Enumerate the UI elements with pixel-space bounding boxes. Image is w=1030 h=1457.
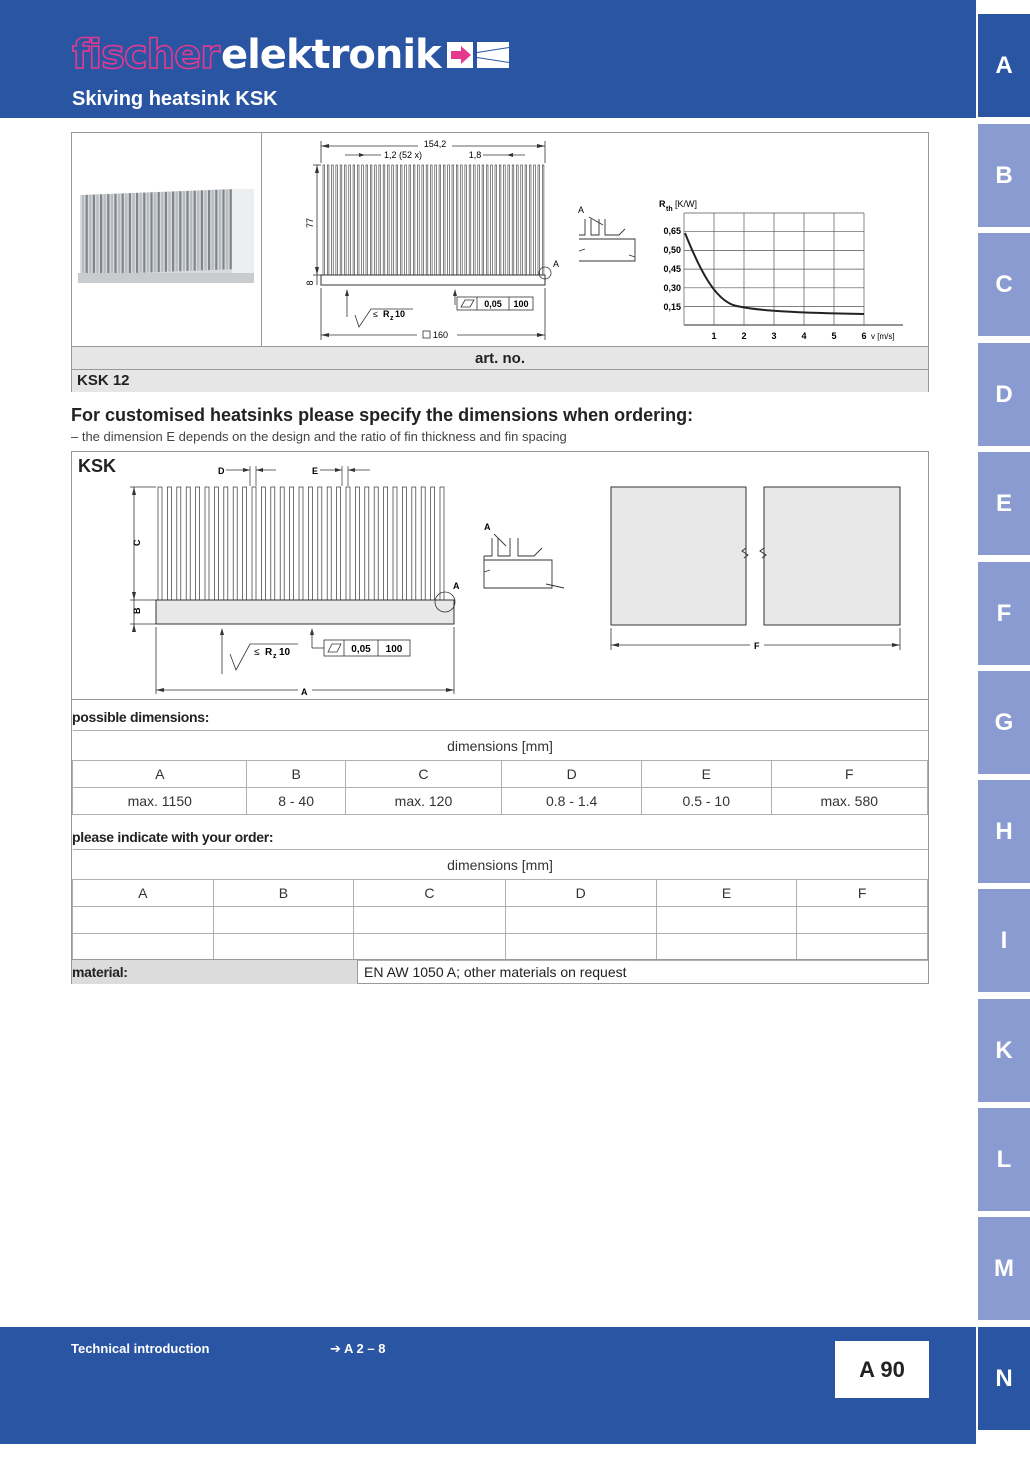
roughness-le-2: ≤ — [254, 647, 260, 658]
tab-f[interactable]: F — [978, 562, 1030, 665]
order-dimensions-table — [72, 849, 928, 961]
order-input-c2[interactable] — [354, 934, 505, 961]
material-row — [72, 959, 928, 984]
possible-col-c: C — [345, 761, 501, 788]
art-no-header: art. no. — [72, 346, 928, 370]
section-tabs — [978, 0, 1030, 1457]
dim-length: 160 — [433, 330, 449, 340]
order-dimensions-label: please indicate with your order: — [72, 829, 274, 845]
flatness-tolerance-2: 0,05 — [351, 644, 371, 655]
rth-chart — [659, 199, 903, 341]
detail-a-marker: A — [553, 259, 560, 269]
dim-fin-gap: 1,8 — [468, 150, 482, 160]
rth-axis-sub: th — [666, 206, 673, 213]
x-tick-2: 3 — [771, 331, 777, 341]
order-input-e2[interactable] — [656, 934, 797, 961]
custom-heatsink-note: – the dimension E depends on the design and the ratio of fin thickness and fin spacing — [71, 429, 567, 444]
y-tick-1: 0,50 — [663, 245, 681, 255]
order-input-c[interactable] — [354, 907, 505, 934]
dim-overall-width: 154,2 — [423, 139, 447, 149]
flatness-tolerance: 0,05 — [484, 299, 502, 309]
flatness-length: 100 — [513, 299, 529, 309]
detail-a-label: A — [578, 205, 585, 215]
rth-curve — [685, 233, 864, 314]
order-input-b2[interactable] — [213, 934, 354, 961]
art-no-ksk12: KSK 12 — [72, 370, 928, 392]
dim-a-label: A — [301, 687, 308, 697]
custom-drawing-svg — [72, 452, 928, 700]
x-tick-4: 5 — [831, 331, 837, 341]
roughness-r-2: R — [265, 647, 273, 658]
product-photo — [72, 133, 262, 346]
order-col-f: F — [797, 880, 928, 907]
possible-val-c: max. 120 — [345, 788, 501, 815]
product-box — [71, 132, 929, 392]
possible-col-a: A — [73, 761, 247, 788]
possible-dimensions-table — [72, 730, 928, 815]
order-col-b: B — [213, 880, 354, 907]
x-axis-unit: v [m/s] — [871, 332, 895, 341]
order-input-f[interactable] — [797, 907, 928, 934]
tab-b[interactable]: B — [978, 124, 1030, 227]
possible-val-d: 0.8 - 1.4 — [502, 788, 642, 815]
possible-col-e: E — [642, 761, 771, 788]
tab-i[interactable]: I — [978, 889, 1030, 992]
possible-val-b: 8 - 40 — [247, 788, 345, 815]
detail-a-view — [579, 217, 635, 261]
y-tick-4: 0,15 — [663, 302, 681, 312]
brand-logo — [72, 34, 511, 76]
rth-axis-label: R — [659, 199, 666, 209]
dim-fin-height: 77 — [305, 217, 315, 229]
footer-page-reference[interactable]: ➔ A 2 – 8 — [330, 1341, 386, 1356]
tab-c[interactable]: C — [978, 233, 1030, 336]
dim-f-label: F — [754, 641, 760, 651]
tab-d[interactable]: D — [978, 343, 1030, 446]
order-input-d2[interactable] — [505, 934, 656, 961]
tab-m[interactable]: M — [978, 1217, 1030, 1320]
x-tick-5: 6 — [861, 331, 867, 341]
tab-a[interactable]: A — [978, 14, 1030, 117]
material-label: material: — [72, 960, 357, 984]
page-header — [0, 0, 976, 118]
x-tick-3: 4 — [801, 331, 807, 341]
tab-k[interactable]: K — [978, 999, 1030, 1102]
order-input-a[interactable] — [73, 907, 214, 934]
custom-box — [71, 451, 929, 984]
possible-val-a: max. 1150 — [73, 788, 247, 815]
roughness-le: ≤ — [373, 309, 378, 319]
material-value: EN AW 1050 A; other materials on request — [357, 960, 627, 984]
roughness-value: 10 — [395, 309, 406, 319]
y-tick-3: 0,30 — [663, 283, 681, 293]
dim-b-label: B — [132, 607, 142, 614]
possible-dimensions-label: possible dimensions: — [72, 709, 210, 725]
page-footer — [0, 1327, 976, 1444]
heatsink-photo-image — [72, 133, 262, 346]
rth-axis-unit: [K/W] — [675, 199, 697, 209]
roughness-sub-2: z — [273, 653, 277, 660]
ksk12-technical-drawing — [263, 133, 929, 346]
possible-col-b: B — [247, 761, 345, 788]
page-title: Skiving heatsink KSK — [72, 88, 278, 110]
dim-c-label: C — [132, 539, 142, 546]
order-col-e: E — [656, 880, 797, 907]
tab-n[interactable]: N — [978, 1327, 1030, 1430]
footer-section-link[interactable]: Technical introduction — [71, 1341, 210, 1356]
custom-fin-array — [158, 487, 444, 600]
x-tick-1: 2 — [741, 331, 747, 341]
order-input-e[interactable] — [656, 907, 797, 934]
roughness-sub: z — [390, 315, 394, 322]
custom-heatsink-title: For customised heatsinks please specify the dimensions when ordering: — [71, 405, 694, 425]
possible-val-f: max. 580 — [771, 788, 928, 815]
possible-col-f: F — [771, 761, 928, 788]
possible-val-e: 0.5 - 10 — [642, 788, 771, 815]
possible-table-header: dimensions [mm] — [73, 731, 928, 761]
ksk-drawing-label: KSK — [78, 456, 117, 476]
fin-array — [323, 165, 544, 275]
x-tick-0: 1 — [711, 331, 717, 341]
order-input-a2[interactable] — [73, 934, 214, 961]
tab-l[interactable]: L — [978, 1108, 1030, 1211]
tab-h[interactable]: H — [978, 780, 1030, 883]
flatness-length-2: 100 — [385, 644, 403, 655]
order-col-d: D — [505, 880, 656, 907]
dim-e-label: E — [312, 466, 319, 476]
order-col-a: A — [73, 880, 214, 907]
order-input-d[interactable] — [505, 907, 656, 934]
ksk12-drawing-svg — [263, 133, 929, 346]
roughness-value-2: 10 — [279, 647, 291, 658]
tab-e[interactable]: E — [978, 452, 1030, 555]
logo-elektronik-text: elektronik — [220, 32, 441, 78]
detail-a-marker-2: A — [453, 581, 460, 591]
order-input-f2[interactable] — [797, 934, 928, 961]
custom-drawing — [72, 452, 928, 700]
detail-a-label-2: A — [484, 522, 491, 532]
tab-g[interactable]: G — [978, 671, 1030, 774]
order-col-c: C — [354, 880, 505, 907]
order-table-header: dimensions [mm] — [73, 850, 928, 880]
order-input-b[interactable] — [213, 907, 354, 934]
y-tick-0: 0,65 — [663, 226, 681, 236]
logo-arrow-icon — [447, 38, 511, 72]
dim-d-label: D — [218, 466, 225, 476]
possible-col-d: D — [502, 761, 642, 788]
page-number: A 90 — [835, 1341, 929, 1398]
roughness-r: R — [383, 309, 390, 319]
dim-base-height: 8 — [305, 280, 315, 286]
logo-fischer-text: fischer — [72, 32, 219, 78]
dim-fin-pitch: 1,2 (52 x) — [383, 150, 423, 160]
y-tick-2: 0,45 — [663, 264, 681, 274]
detail-a-view-2 — [484, 534, 564, 588]
